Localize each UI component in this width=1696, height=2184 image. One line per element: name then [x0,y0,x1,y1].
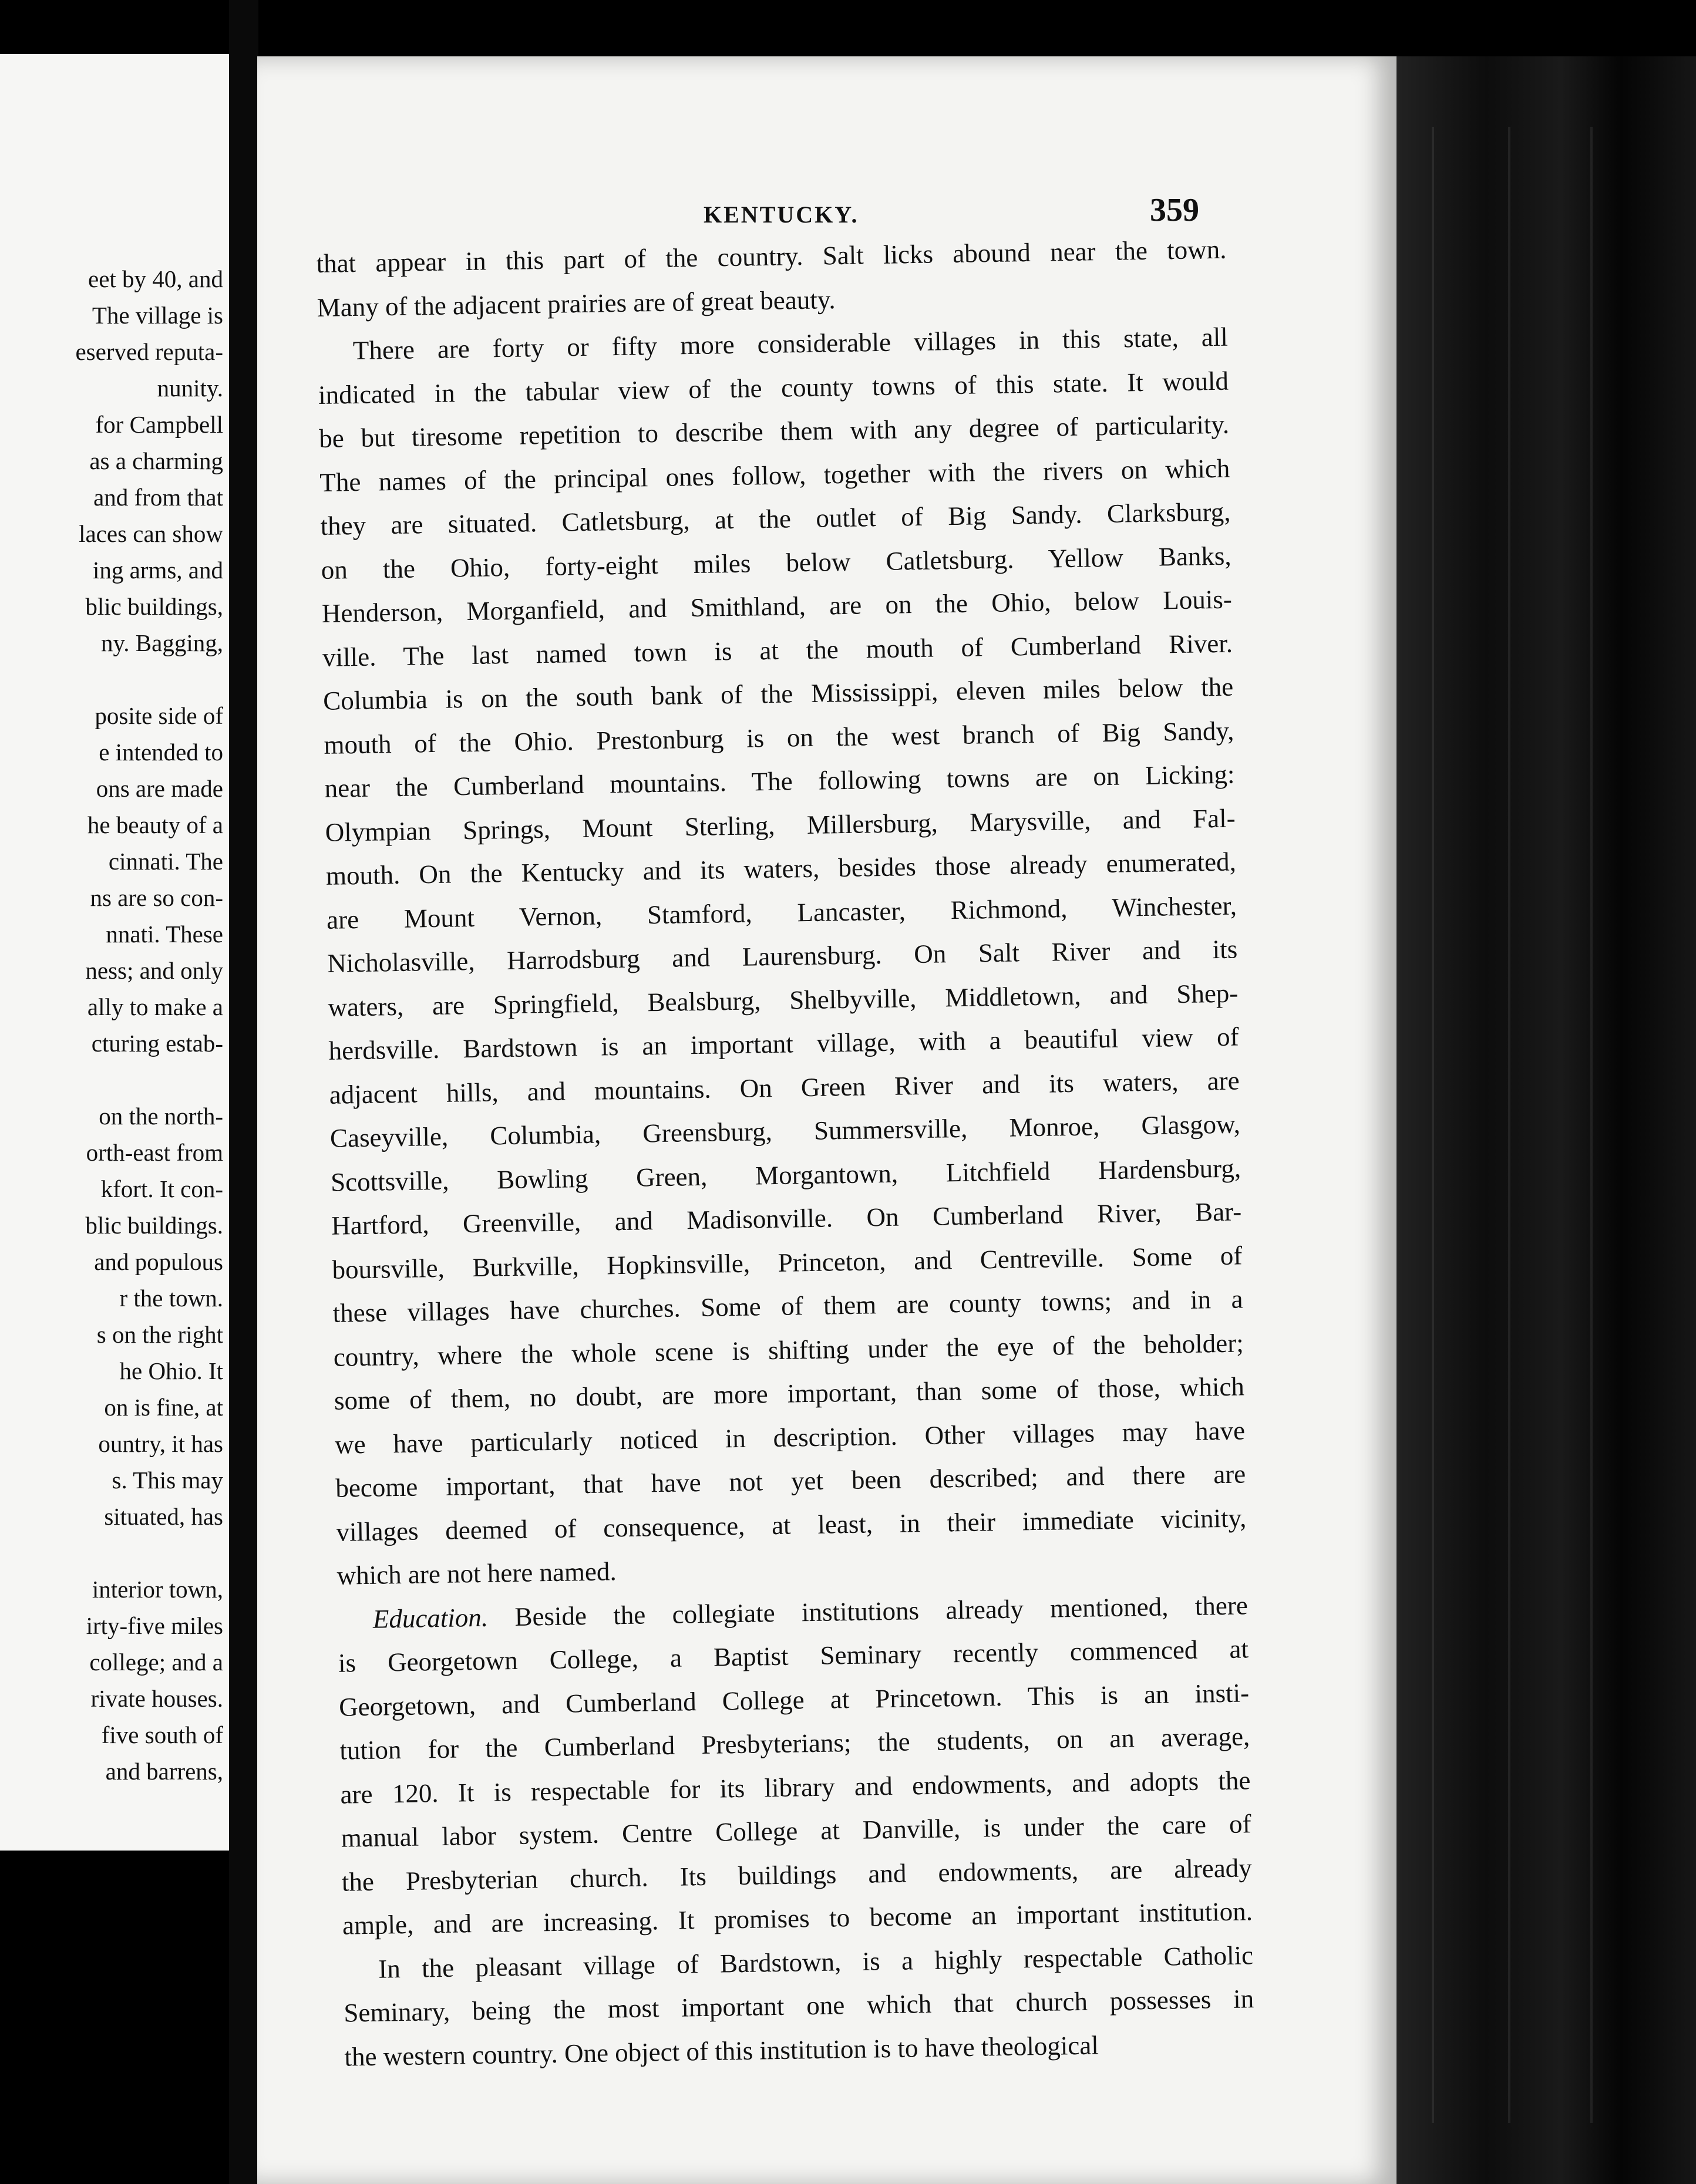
text-line: Hartford, Greenville, and Madisonville. On Cumberland River, Bar- [331,1197,1242,1241]
left-text-line: orth-east from [86,1139,223,1166]
text-line: on the Ohio, forty-eight miles below Catletsburg. Yellow Banks, [321,541,1231,585]
text-line: Seminary, being the most important one which that church possesses in [343,1984,1254,2028]
text-line: Georgetown, and Cumberland College at Princetown. This is an insti- [338,1677,1250,1722]
text-line: Scottsville, Bowling Green, Morgantown, Litchfield Hardensburg, [330,1152,1241,1197]
text-line: are Mount Vernon, Stamford, Lancaster, Richmond, Winchester, [326,891,1237,935]
left-text-line: interior town, [92,1576,223,1603]
left-text-line: nunity. [157,375,223,402]
left-text-line: rivate houses. [90,1685,223,1712]
text-line: indicated in the tabular view of the county towns of this state. It would [318,366,1229,410]
book-gutter [229,0,258,2184]
left-text-line: The village is [92,302,223,329]
text-line: Columbia is on the south bank of the Mississippi, eleven miles below the [322,672,1234,716]
left-text-line: and populous [94,1248,223,1275]
text-line: boursville, Burkville, Hopkinsville, Princeton, and Centreville. Some of [332,1240,1243,1285]
text-line: we have particularly noticed in description. Other villages may have [334,1415,1246,1460]
text-line: Henderson, Morganfield, and Smithland, are on the Ohio, below Louis- [321,584,1233,628]
text-line: ville. The last named town is at the mouth of Cumberland River. [322,628,1233,672]
left-text-line [0,1535,223,1571]
text-line: herdsville. Bardstown is an important village, with a beautiful view of [328,1022,1239,1066]
text-line: ample, and are increasing. It promises to become an important institution. [342,1896,1253,1940]
left-text-line: eserved reputa- [75,338,223,365]
text-line: these villages have churches. Some of them are county towns; and in a [332,1284,1243,1328]
text-line: is Georgetown College, a Baptist Seminary recently commenced at [338,1634,1249,1678]
left-text-line: and barrens, [105,1758,223,1785]
text-line: Caseyville, Columbia, Greensburg, Summersville, Monroe, Glasgow, [329,1109,1241,1153]
left-text-line: ness; and only [85,957,223,984]
text-line: In the pleasant village of Bardstown, is a highly respectable Catholic [378,1940,1254,1984]
left-text-line: ountry, it has [98,1430,223,1457]
text-line: mouth of the Ohio. Prestonburg is on the west branch of Big Sandy, [324,716,1234,760]
edge-line [1590,127,1593,2123]
text-line: some of them, no doubt, are more important, than some of those, which [334,1371,1245,1415]
text-line: which are not here named. [336,1556,617,1590]
text-line: be but tiresome repetition to describe them with any degree of particularity. [318,409,1230,453]
right-page [257,56,1396,2184]
text-line: waters, are Springfield, Bealsburg, Shelbyville, Middletown, and Shep- [328,978,1239,1022]
edge-line [1432,127,1434,2123]
text-line: become important, that have not yet been described; and there are [335,1459,1246,1503]
text-line: the Presbyterian church. Its buildings and endowments, are already [341,1852,1253,1897]
left-text-line: ing arms, and [92,557,223,584]
text-line-content: Beside the collegiate institutions already mentioned, there [487,1590,1249,1632]
text-line: that appear in this part of the country. Salt licks abound near the town. [316,234,1227,278]
left-text-line: r the town. [119,1285,223,1312]
left-text-line: as a charming [89,447,223,474]
text-line: There are forty or fifty more considerable villages in this state, all [352,322,1229,366]
left-text-line: ons are made [96,775,223,802]
left-text-line: ny. Bagging, [100,629,223,656]
left-text-line: cinnati. The [108,848,223,875]
education-heading: Education. [372,1602,489,1634]
left-text-line: ally to make a [87,993,223,1020]
left-text-line: blic buildings, [85,593,223,620]
left-text-line: s on the right [96,1321,223,1348]
left-text-line: situated, has [104,1503,223,1530]
left-text-line [0,1061,223,1098]
left-text-line: college; and a [89,1649,223,1676]
left-text-line: blic buildings. [85,1212,223,1239]
text-line: near the Cumberland mountains. The following towns are on Licking: [324,759,1235,803]
left-text-line [0,661,223,697]
text-line: the western country. One object of this institution is to have theological [344,2030,1099,2072]
left-facing-page [0,54,229,1851]
left-text-line: eet by 40, and [88,265,223,292]
text-line: tution for the Cumberland Presbyterians; the students, on an average, [339,1721,1250,1765]
body-text [316,228,1255,2079]
left-text-line: kfort. It con- [100,1175,223,1202]
left-text-line: and from that [93,484,223,511]
page-header-title: KENTUCKY. [704,201,859,228]
left-text-line: e intended to [99,739,223,766]
left-text-line: on is fine, at [104,1394,223,1421]
left-text-line: laces can show [79,520,223,547]
left-text-line: on the north- [99,1103,223,1130]
text-line: Olympian Springs, Mount Sterling, Millersburg, Marysville, and Fal- [325,803,1236,847]
left-text-line: cturing estab- [91,1030,223,1057]
page-number: 359 [1150,192,1199,228]
text-line: The names of the principal ones follow, together with the rivers on which [319,453,1230,497]
left-text-line: he Ohio. It [119,1357,223,1384]
text-line: Many of the adjacent prairies are of great beauty. [317,284,836,322]
left-text-line: for Campbell [95,411,223,438]
text-line: manual labor system. Centre College at Danville, is under the care of [341,1809,1251,1853]
text-line: they are situated. Catletsburg, at the outlet of Big Sandy. Clarksburg, [320,497,1231,541]
left-text-line: irty-five miles [86,1612,223,1639]
edge-line [1508,127,1510,2123]
left-text-line: five south of [101,1721,223,1748]
left-text-line: he beauty of a [87,811,223,838]
left-page-text [0,261,223,1789]
left-text-line: nnati. These [106,921,223,948]
left-text-line: s. This may [112,1467,223,1494]
text-line: are 120. It is respectable for its library and endowments, and adopts the [340,1765,1251,1809]
text-line: Nicholasville, Harrodsburg and Laurensburg. On Salt River and its [327,934,1238,978]
text-line: country, where the whole scene is shifting under the eye of the beholder; [333,1327,1244,1372]
page-edge-shadow [1396,56,1696,2184]
left-text-line: posite side of [95,702,223,729]
left-text-line: ns are so con- [90,884,223,911]
text-line: mouth. On the Kentucky and its waters, besides those already enumerated, [325,847,1237,891]
text-line: adjacent hills, and mountains. On Green River and its waters, are [329,1065,1240,1110]
text-line: villages deemed of consequence, at least, in their immediate vicinity, [336,1502,1247,1547]
